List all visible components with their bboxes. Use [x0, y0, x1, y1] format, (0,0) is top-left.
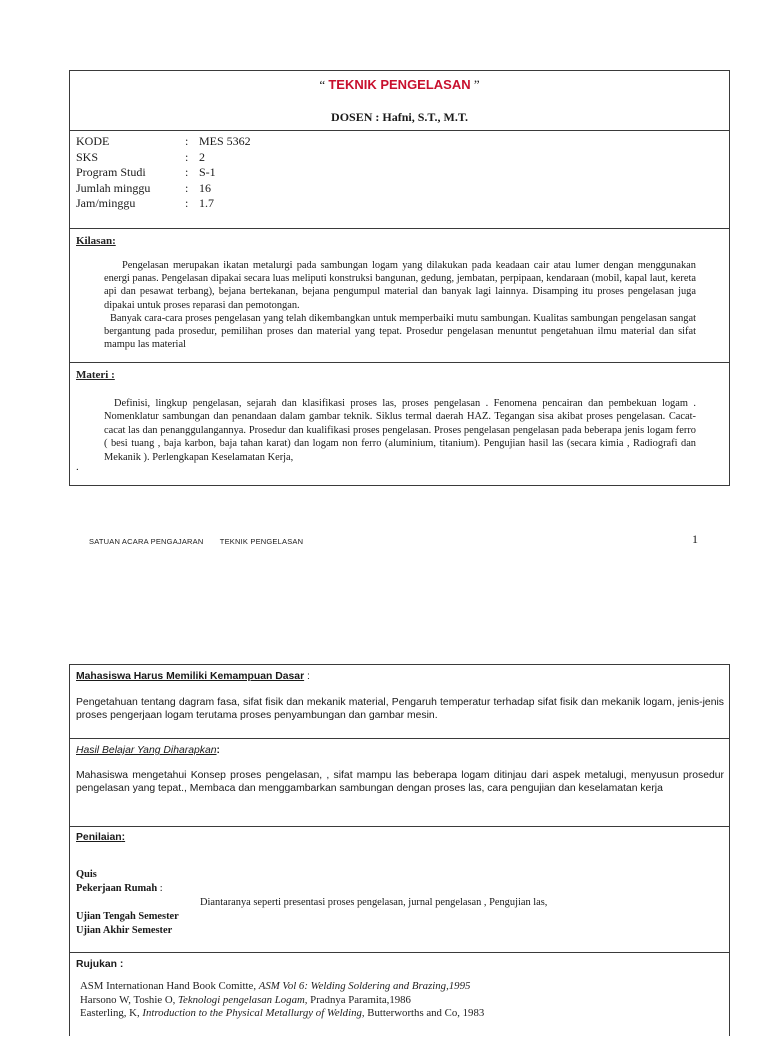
course-details-table [69, 664, 730, 1036]
kemampuan-text: Pengetahuan tentang dagram fasa, sifat fisik dan mekanik material, Pengaruh temperatur terhadap sifat fisik dan mekanik logam, jenis-jenis proses pengerjaan logam terutama proses penyambungan dan gambar mesin. [76, 697, 724, 722]
penilaian-quis: Quis [76, 869, 97, 880]
reference-list [80, 980, 484, 1021]
hasil-text: Mahasiswa mengetahui Konsep proses pengelasan, , sifat mampu las beberapa logam ditinjau dari aspek metalugi, menyusun prosedur pengelasan yang tepat., Membaca dan menggambarkan sambungan dengan proses las, cara pengujian dan keselamatan kerja [76, 770, 724, 795]
hasil-section [70, 739, 729, 827]
page-footer [89, 537, 303, 546]
rujukan-heading: Rujukan : [76, 959, 124, 970]
hasil-heading: Hasil Belajar Yang Diharapkan: [76, 745, 221, 756]
info-row-kode: KODE : MES 5362 [76, 134, 251, 148]
kilasan-paragraph-1: Pengelasan merupakan ikatan metalurgi pada sambungan logam yang dilakukan pada keadaan cair atau lumer dengan menggunakan energi panas. Pengelasan dipakai secara luas meliputi konstruksi bangunan, gedung, jembatan, perpipaan, kendaraan (mobil, kapal laut, kereta api dan pesawat terbang), bejana bertekanan, bejana pengumpul material dan banyak lagi lainnya. Disamping itu proses pengelasan juga dipakai untuk proses reparasi dan pemotongan. [104, 260, 696, 311]
info-row-sks: SKS : 2 [76, 149, 205, 164]
penilaian-heading: Penilaian: [76, 832, 126, 843]
page-title: “ TEKNIK PENGELASAN ” [319, 77, 480, 92]
rujukan-section [70, 953, 729, 1037]
info-section [70, 131, 729, 229]
penilaian-section [70, 827, 729, 953]
penilaian-pr-description: Diantaranya seperti presentasi proses pengelasan, jurnal pengelasan , Pengujian las, [200, 897, 548, 908]
info-row-jumlah-minggu: Jumlah minggu : 16 [76, 180, 211, 195]
kilasan-paragraph-2: Banyak cara-cara proses pengelasan yang telah dikembangkan untuk memperbaiki mutu sambungan. Kualitas sambungan pengelasan sangat bergantung pada prosedur, pemilihan proses dan material yang tepat. Prosedur pengelasan menuntut pengetahuan ilmu material dan sifat mampu las material [104, 313, 696, 351]
dosen-line: DOSEN : Hafni, S.T., M.T. [331, 110, 468, 124]
penilaian-uts: Ujian Tengah Semester [76, 911, 179, 922]
kemampuan-section [70, 665, 729, 739]
page-number: 1 [692, 532, 698, 546]
footer-middle: TEKNIK PENGELASAN [219, 537, 304, 546]
kemampuan-heading: Mahasiswa Harus Memiliki Kemampuan Dasar : [76, 671, 310, 682]
course-info-table [69, 70, 730, 486]
materi-section [70, 363, 729, 485]
kilasan-section [70, 229, 729, 363]
kilasan-heading: Kilasan: [76, 235, 116, 247]
title-section [70, 71, 729, 131]
reference-item: Easterling, K, Introduction to the Physical Metallurgy of Welding, Butterworths and Co, 1983 [80, 1007, 485, 1020]
info-row-jam-minggu: Jam/minggu : 1.7 [76, 196, 214, 210]
materi-paragraph: Definisi, lingkup pengelasan, sejarah dan klasifikasi proses las, proses pengelasan . Fenomena pencairan dan pembekuan logam . Nomenklatur sambungan dan penandaan dalam gambar teknik. Siklus termal daerah HAZ. Tegangan sisa akibat proses pengelasan. Cacat-cacat las dan penanggulangannya. Prosedur dan kualifikasi proses pengelasan. Proses pengelasan pengelasan pada beberapa jenis logam ferro ( besi tuang , baja karbon, baja tahan karat) dan logam non ferro (aluminium, titanium). Pengujian hasil las (secara kimia , Radiografi dan Mekanik ). Perlengkapan Keselamatan Kerja, [104, 398, 696, 463]
reference-item: Harsono W, Toshie O, Teknologi pengelasan Logam, Pradnya Paramita,1986 [80, 993, 411, 1006]
reference-item: ASM Internationan Hand Book Comitte, ASM Vol 6: Welding Soldering and Brazing,1995 [80, 980, 471, 992]
penilaian-pekerjaan-rumah: Pekerjaan Rumah : [76, 883, 163, 894]
materi-heading: Materi : [76, 369, 115, 381]
footer-left: SATUAN ACARA PENGAJARAN [89, 537, 204, 546]
penilaian-uas: Ujian Akhir Semester [76, 925, 173, 936]
materi-trailing-dot: . [76, 461, 79, 473]
info-row-program-studi: Program Studi : S-1 [76, 165, 216, 179]
